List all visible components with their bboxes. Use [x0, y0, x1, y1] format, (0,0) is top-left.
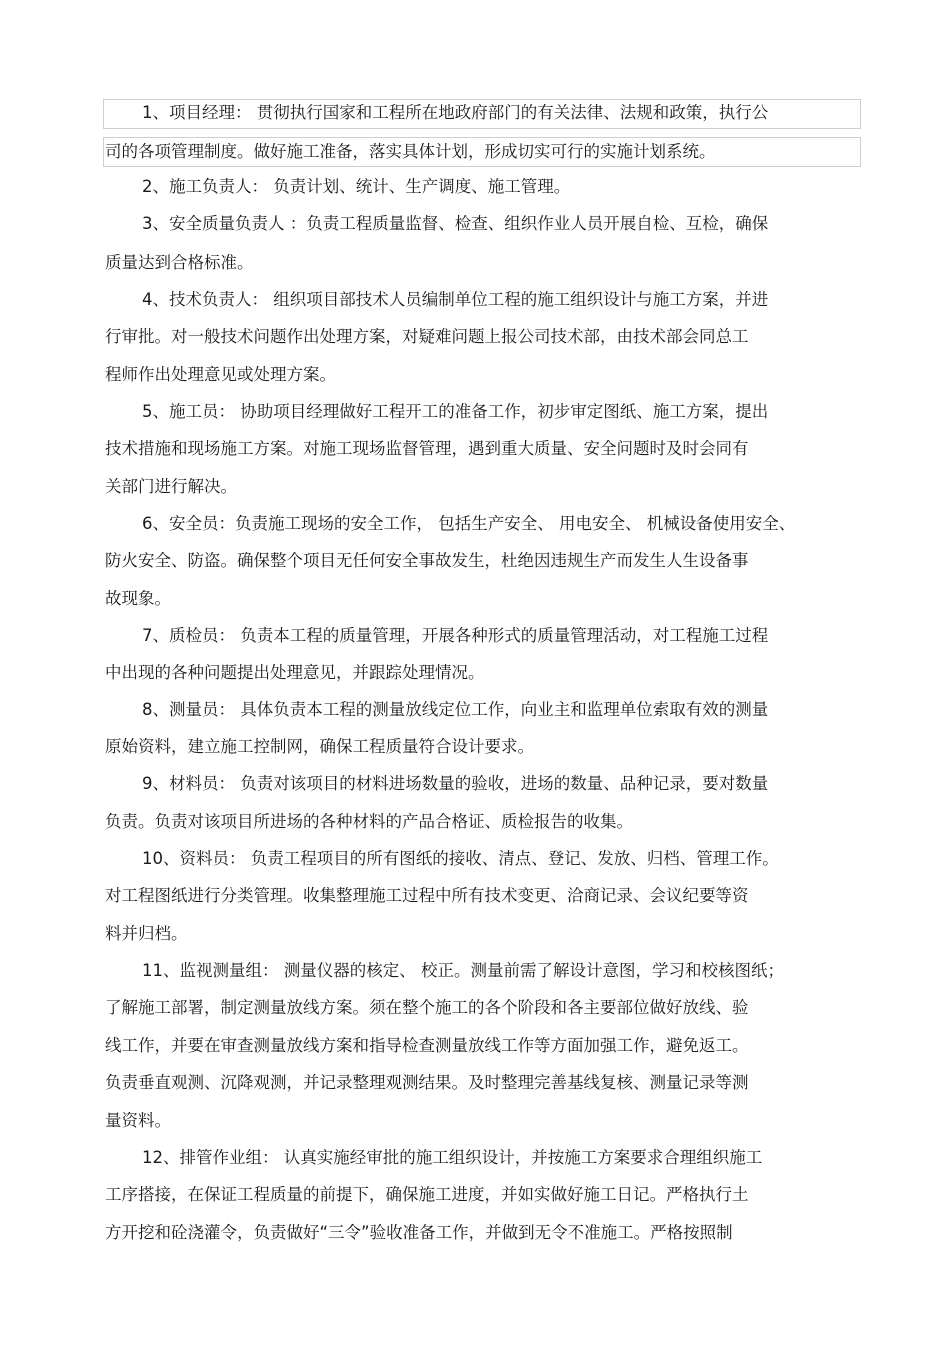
paragraph-11-line-4: 负责垂直观测、沉降观测，并记录整理观测结果。及时整理完善基线复核、测量记录等测 [105, 1073, 749, 1092]
paragraph-5-line-3: 关部门进行解决。 [105, 477, 237, 496]
paragraph-10-line-3: 料并归档。 [105, 924, 188, 943]
paragraph-11-line-2: 了解施工部署，制定测量放线方案。须在整个施工的各个阶段和各主要部位做好放线、验 [105, 998, 749, 1017]
paragraph-7-line-2: 中出现的各种问题提出处理意见，并跟踪处理情况。 [105, 663, 485, 682]
paragraph-11-line-5: 量资料。 [105, 1111, 171, 1130]
paragraph-4-line-2: 行审批。对一般技术问题作出处理方案，对疑难问题上报公司技术部，由技术部会同总工 [105, 327, 749, 346]
paragraph-5-line-2: 技术措施和现场施工方案。对施工现场监督管理，遇到重大质量、安全问题时及时会同有 [105, 439, 749, 458]
paragraph-12-line-3: 方开挖和砼浇灌令，负责做好“三令”验收准备工作，并做到无令不准施工。严格按照制 [105, 1223, 733, 1242]
paragraph-11-line-1: 11、监视测量组： 测量仪器的核定、 校正。测量前需了解设计意图，学习和校核图纸； [142, 961, 784, 980]
paragraph-1-line-1: 1、项目经理： 贯彻执行国家和工程所在地政府部门的有关法律、法规和政策，执行公 [142, 103, 769, 122]
paragraph-6-line-3: 故现象。 [105, 589, 171, 608]
paragraph-10-line-1: 10、资料员： 负责工程项目的所有图纸的接收、清点、登记、发放、归档、管理工作。 [142, 849, 779, 868]
paragraph-11-line-3: 线工作，并要在审查测量放线方案和指导检查测量放线工作等方面加强工作，避免返工。 [105, 1036, 749, 1055]
paragraph-5-line-1: 5、施工员： 协助项目经理做好工程开工的准备工作，初步审定图纸、施工方案，提出 [142, 402, 769, 421]
paragraph-12-line-2: 工序搭接，在保证工程质量的前提下，确保施工进度，并如实做好施工日记。严格执行土 [105, 1185, 749, 1204]
paragraph-3-line-2: 质量达到合格标准。 [105, 253, 254, 272]
paragraph-10-line-2: 对工程图纸进行分类管理。收集整理施工过程中所有技术变更、洽商记录、会议纪要等资 [105, 886, 749, 905]
paragraph-7-line-1: 7、质检员： 负责本工程的质量管理，开展各种形式的质量管理活动，对工程施工过程 [142, 626, 769, 645]
paragraph-6-line-1: 6、安全员：负责施工现场的安全工作， 包括生产安全、 用电安全、 机械设备使用安全、 [142, 514, 796, 533]
paragraph-8-line-1: 8、测量员： 具体负责本工程的测量放线定位工作，向业主和监理单位索取有效的测量 [142, 700, 769, 719]
paragraph-9-line-1: 9、材料员： 负责对该项目的材料进场数量的验收，进场的数量、品种记录，要对数量 [142, 774, 769, 793]
paragraph-4-line-1: 4、技术负责人： 组织项目部技术人员编制单位工程的施工组织设计与施工方案，并进 [142, 290, 769, 309]
paragraph-6-line-2: 防火安全、防盗。确保整个项目无任何安全事故发生，杜绝因违规生产而发生人生设备事 [105, 551, 749, 570]
paragraph-2-line-1: 2、施工负责人： 负责计划、统计、生产调度、施工管理。 [142, 177, 571, 196]
paragraph-3-line-1: 3、安全质量负责人 ：负责工程质量监督、检查、组织作业人员开展自检、互检，确保 [142, 214, 769, 233]
paragraph-1-line-2: 司的各项管理制度。做好施工准备，落实具体计划，形成切实可行的实施计划系统。 [105, 142, 716, 161]
paragraph-4-line-3: 程师作出处理意见或处理方案。 [105, 365, 336, 384]
paragraph-12-line-1: 12、排管作业组： 认真实施经审批的施工组织设计，并按施工方案要求合理组织施工 [142, 1148, 763, 1167]
paragraph-8-line-2: 原始资料，建立施工控制网，确保工程质量符合设计要求。 [105, 737, 534, 756]
paragraph-9-line-2: 负责。负责对该项目所进场的各种材料的产品合格证、质检报告的收集。 [105, 812, 633, 831]
